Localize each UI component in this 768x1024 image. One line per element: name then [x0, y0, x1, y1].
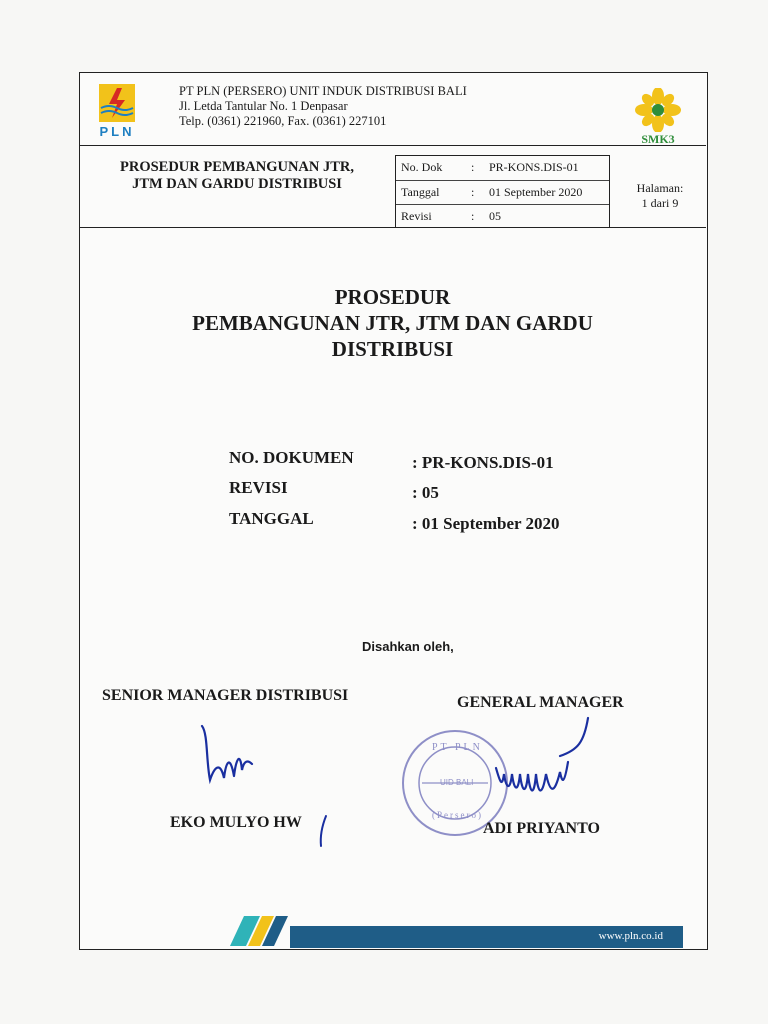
meta-row-date: [396, 180, 609, 205]
letterhead: [79, 72, 706, 146]
right-signature-icon: [490, 712, 600, 812]
main-title-line: PEMBANGUNAN JTR, JTM DAN GARDU: [192, 311, 593, 335]
company-phone: Telp. (0361) 221960, Fax. (0361) 227101: [179, 114, 387, 128]
smk3-logo: [627, 88, 689, 144]
smk3-text: SMK3: [641, 132, 675, 146]
footer-url: www.pln.co.id: [598, 930, 663, 942]
left-signer-name: EKO MULYO HW: [170, 814, 302, 831]
meta-label: Tanggal: [401, 185, 440, 199]
meta-label: No. Dok: [401, 160, 443, 174]
meta-colon: :: [471, 160, 475, 174]
left-signer-role: SENIOR MANAGER DISTRIBUSI: [102, 687, 349, 704]
main-title-line: DISTRIBUSI: [331, 337, 454, 361]
meta-colon: :: [471, 185, 475, 199]
meta-row-revision: [396, 204, 609, 229]
stamp-top-text: PT PLN: [432, 742, 483, 753]
meta-value: 05: [489, 209, 501, 223]
info-value-revision: : 05: [412, 483, 439, 502]
header-title-line: PROSEDUR PEMBANGUNAN JTR,: [119, 159, 355, 175]
info-value-doc-no: : PR-KONS.DIS-01: [412, 453, 554, 472]
flower-icon: [627, 88, 689, 132]
header-title-line: JTM DAN GARDU DISTRIBUSI: [132, 176, 342, 192]
page-value: 1 dari 9: [641, 196, 679, 210]
meta-label: Revisi: [401, 209, 432, 223]
document-meta-table: [395, 155, 610, 228]
main-title-line: PROSEDUR: [334, 285, 451, 309]
stamp-bottom-text: (Persero): [432, 810, 483, 820]
footer-stripes-icon: [226, 914, 296, 948]
page-counter: [615, 181, 705, 211]
pln-logo: [95, 84, 139, 140]
info-label-doc-no: NO. DOKUMEN: [229, 448, 354, 467]
right-signer-role: GENERAL MANAGER: [457, 694, 624, 711]
left-signature-icon: [190, 720, 270, 800]
meta-colon: :: [471, 209, 475, 223]
info-label-date: TANGGAL: [229, 509, 314, 528]
page-label: Halaman:: [636, 181, 684, 195]
footer-bar: [290, 926, 683, 948]
document-header-row: [79, 145, 706, 228]
pln-brand-text: PLN: [99, 124, 135, 139]
info-value-date: : 01 September 2020: [412, 514, 560, 533]
stamp-middle-text: UID BALI: [440, 778, 474, 787]
meta-row-doc-no: [396, 156, 609, 180]
company-name: PT PLN (PERSERO) UNIT INDUK DISTRIBUSI BALI: [179, 84, 467, 98]
initial-mark-icon: [312, 812, 332, 848]
info-label-revision: REVISI: [229, 478, 288, 497]
right-signer-name: ADI PRIYANTO: [483, 820, 600, 837]
document-header-title: [79, 159, 395, 193]
approved-by-label: Disahkan oleh,: [362, 639, 454, 654]
company-address: Jl. Letda Tantular No. 1 Denpasar: [179, 99, 348, 113]
meta-value: PR-KONS.DIS-01: [489, 160, 579, 174]
meta-value: 01 September 2020: [489, 185, 583, 199]
main-title: [79, 284, 706, 362]
